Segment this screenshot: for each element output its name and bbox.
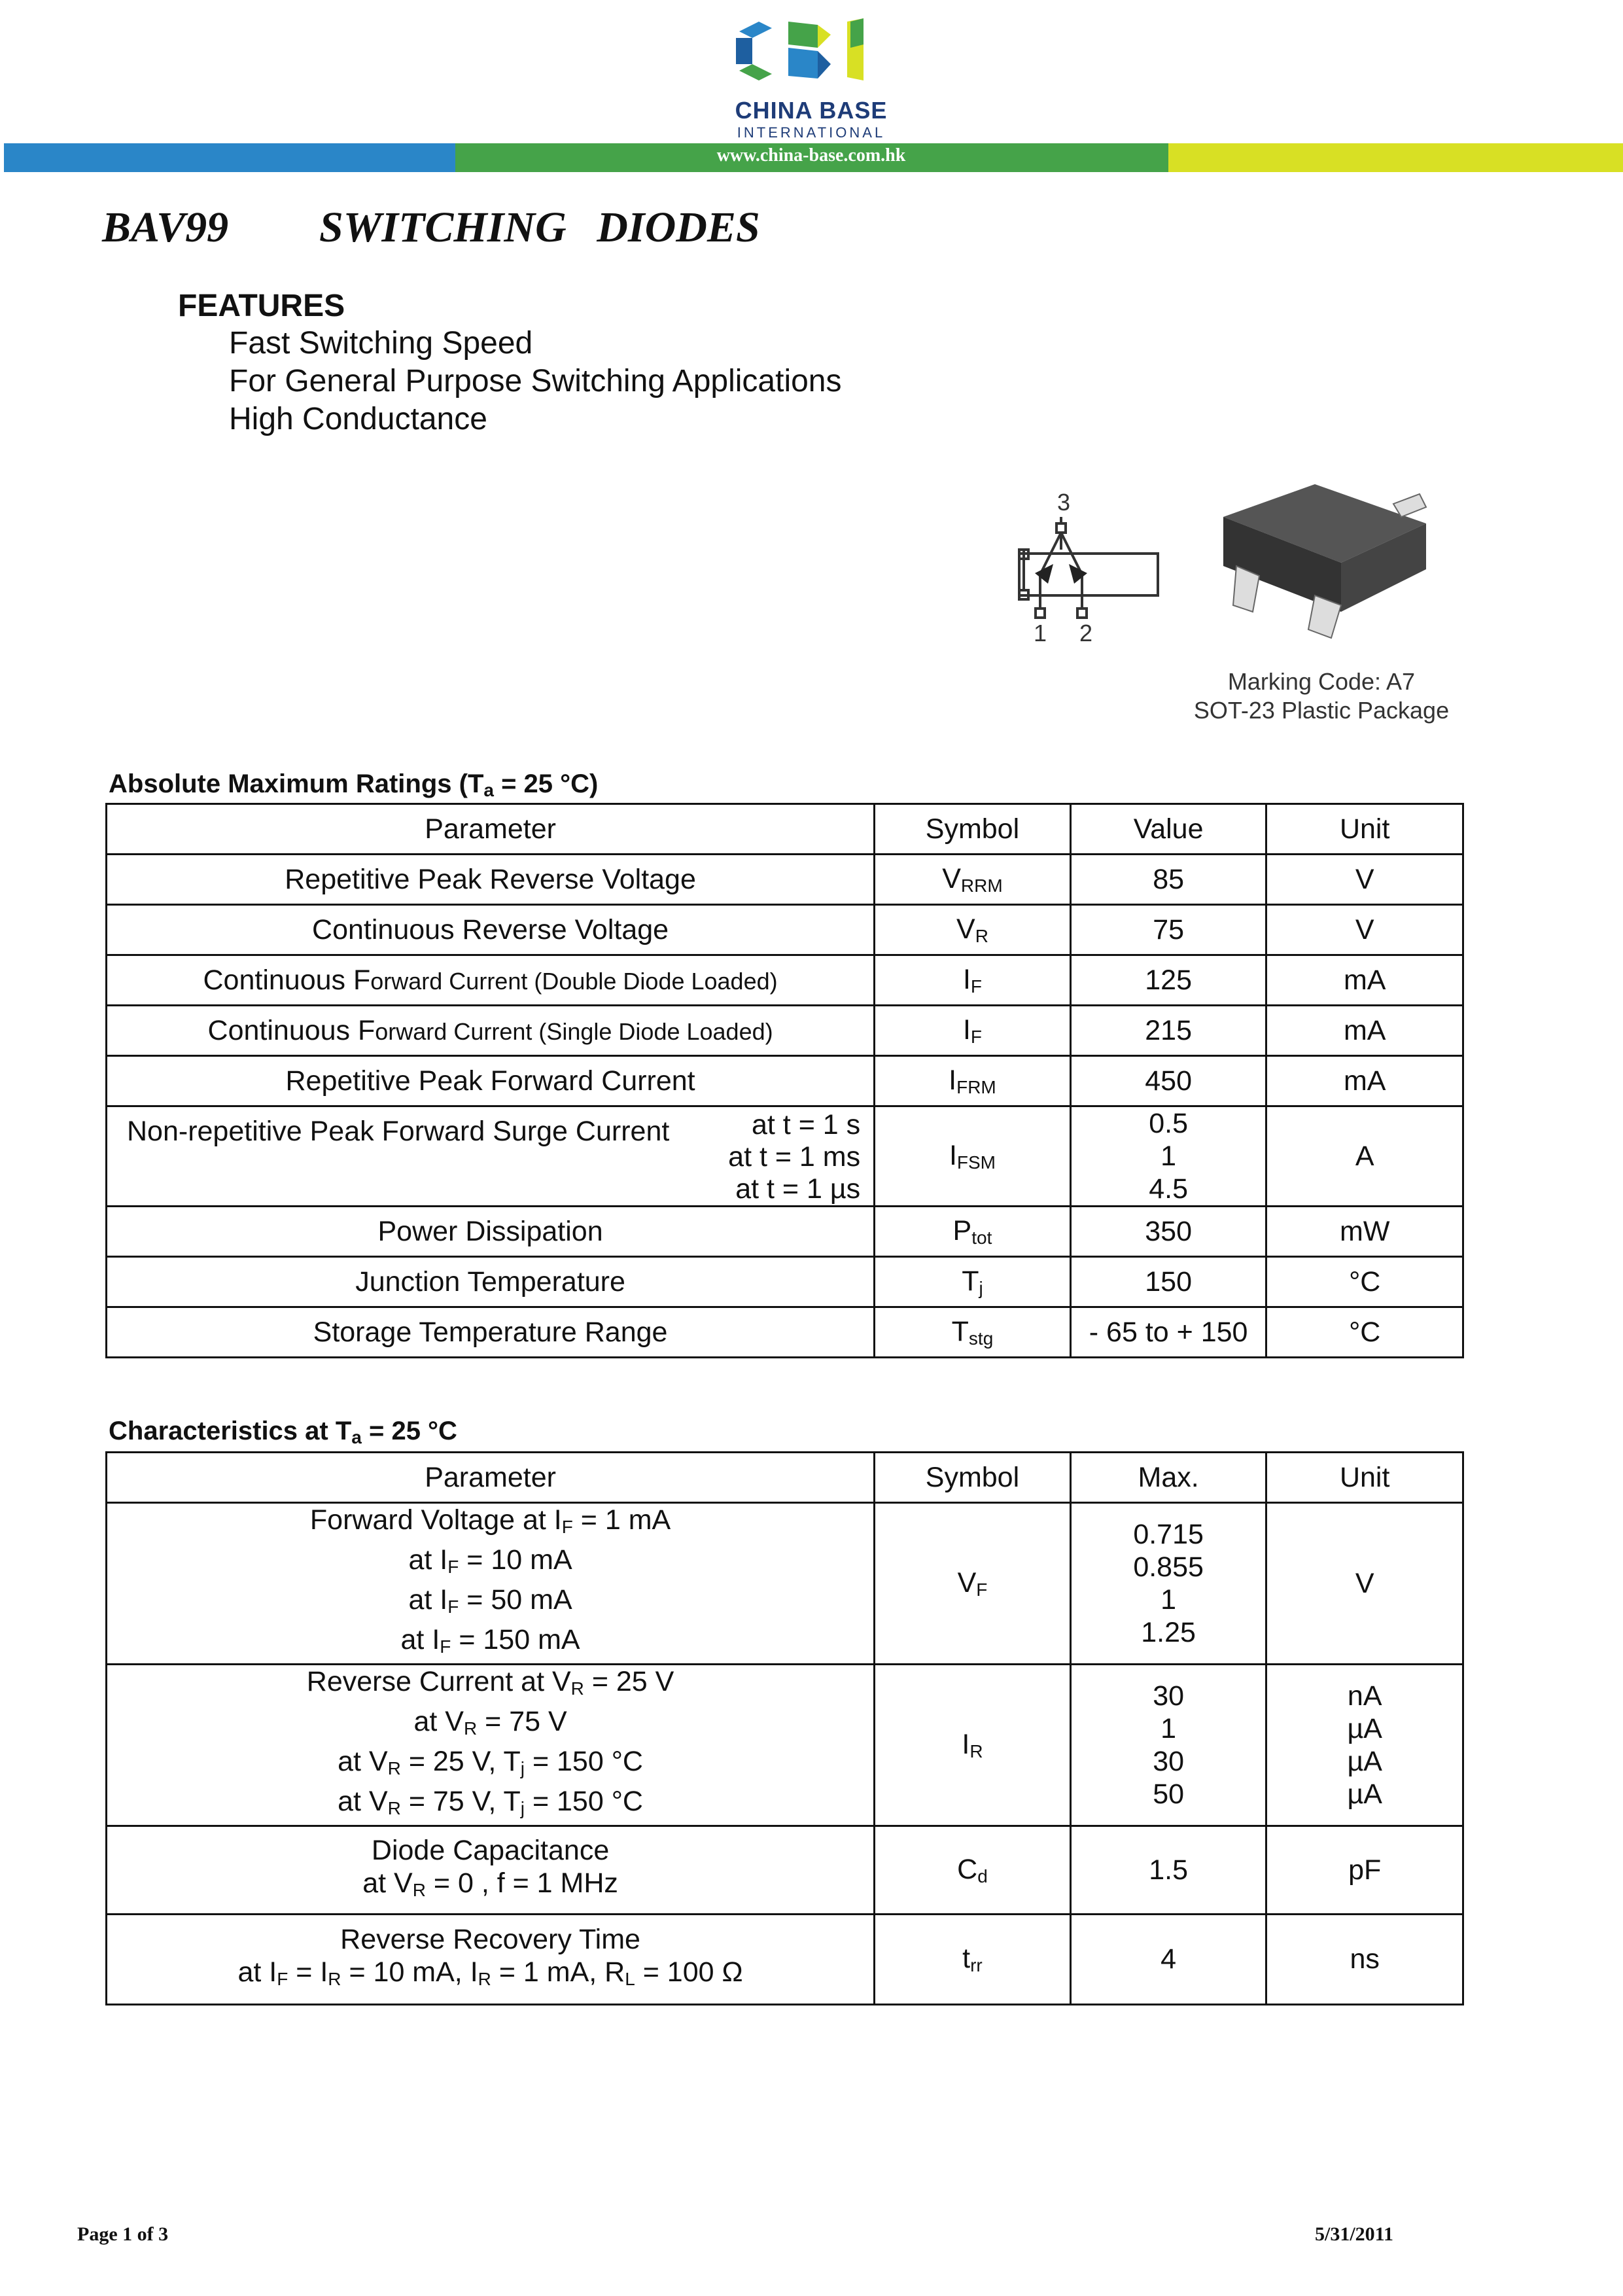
table-row (107, 1257, 1463, 1307)
value-cell: 125 (1070, 955, 1266, 1006)
unit-cell: mA (1266, 1056, 1463, 1106)
features-list (229, 325, 842, 438)
table-row (107, 1503, 1463, 1665)
features-heading: FEATURES (178, 289, 345, 323)
sot23-package-drawing (1223, 484, 1426, 638)
unit-cell: °C (1266, 1307, 1463, 1358)
param-cell: Junction Temperature (107, 1257, 875, 1307)
value-cell: 450 (1070, 1056, 1266, 1106)
param-cell: Storage Temperature Range (107, 1307, 875, 1358)
abs-max-table (105, 803, 1464, 1358)
param-cell: Reverse Recovery Time at $I_F = I_R = 10$ mA, $I_R = 1$ mA, $R_L = 100$ Ω (107, 1915, 875, 2005)
unit-cell: pF (1266, 1826, 1463, 1915)
feature-item: Fast Switching Speed (229, 326, 533, 361)
feature-item: High Conductance (229, 402, 487, 436)
characteristics-table (105, 1451, 1464, 2005)
pin-label-2: 2 (1079, 620, 1093, 646)
value-cell: 4 (1070, 1915, 1266, 2005)
website-url[interactable]: www.china-base.com.hk (716, 145, 906, 166)
symbol-cell: $I_R$ (875, 1665, 1071, 1826)
diode-schematic (1019, 517, 1158, 618)
column-header: Max. (1070, 1453, 1266, 1503)
column-header: Parameter (107, 804, 875, 855)
feature-item: For General Purpose Switching Applications (229, 364, 842, 398)
surge-param-label: Non-repetitive Peak Forward Surge Current (127, 1116, 670, 1147)
param-cell: Continuous Reverse Voltage (107, 905, 875, 955)
table-row (107, 905, 1463, 955)
param-cell: Power Dissipation (107, 1207, 875, 1257)
symbol-cell: $C_d$ (875, 1826, 1071, 1915)
param-cell (107, 1106, 875, 1207)
unit-cell: V (1266, 1503, 1463, 1665)
package-marking (1164, 667, 1478, 725)
table-row (107, 1915, 1463, 2005)
surge-time: at t = 1 ms (728, 1141, 861, 1173)
unit-cell: mA (1266, 955, 1463, 1006)
part-description: SWITCHING DIODES (319, 203, 760, 251)
symbol-cell: $V_R$ (875, 905, 1071, 955)
table-row (107, 1106, 1463, 1207)
table-row (107, 1826, 1463, 1915)
column-header: Unit (1266, 1453, 1463, 1503)
table-row (107, 1006, 1463, 1056)
value-cell: - 65 to + 150 (1070, 1307, 1266, 1358)
package-type: SOT-23 Plastic Package (1193, 697, 1450, 724)
table-row (107, 1307, 1463, 1358)
unit-cell: mA (1266, 1006, 1463, 1056)
column-header: Symbol (875, 1453, 1071, 1503)
table-header-row (107, 1453, 1463, 1503)
table-row (107, 1056, 1463, 1106)
param-cell: Repetitive Peak Forward Current (107, 1056, 875, 1106)
value-cell: 30 1 30 50 (1070, 1665, 1266, 1826)
surge-time: at t = 1 s (752, 1109, 861, 1140)
symbol-cell: $T_{stg}$ (875, 1307, 1071, 1358)
value-cell: 350 (1070, 1207, 1266, 1257)
marking-code: Marking Code: A7 (1227, 668, 1416, 695)
value-cell: 150 (1070, 1257, 1266, 1307)
unit-cell: A (1266, 1106, 1463, 1207)
column-header: Value (1070, 804, 1266, 855)
value-cell: 215 (1070, 1006, 1266, 1056)
symbol-cell: $I_F$ (875, 1006, 1071, 1056)
pin-label-1: 1 (1034, 620, 1047, 646)
param-cell: Continuous Forward Current (Double Diode Loaded) (107, 955, 875, 1006)
part-number: BAV99 (102, 203, 229, 251)
unit-cell: nA µA µA µA (1266, 1665, 1463, 1826)
symbol-cell: $V_F$ (875, 1503, 1071, 1665)
unit-cell: °C (1266, 1257, 1463, 1307)
value-cell: 85 (1070, 855, 1266, 905)
unit-cell: mW (1266, 1207, 1463, 1257)
value-cell: 75 (1070, 905, 1266, 955)
characteristics-caption: Characteristics at $T_a = 25$ °C (109, 1417, 457, 1447)
symbol-cell: $I_{FRM}$ (875, 1056, 1071, 1106)
param-cell: Continuous Forward Current (Single Diode Loaded) (107, 1006, 875, 1056)
symbol-cell: $I_F$ (875, 955, 1071, 1006)
param-cell: Diode Capacitance at $V_R = 0$ , f = 1 MHz (107, 1826, 875, 1915)
table-row (107, 1665, 1463, 1826)
symbol-cell: $I_{FSM}$ (875, 1106, 1071, 1207)
brand-subtitle: INTERNATIONAL (737, 124, 886, 141)
param-cell: Forward Voltage at $I_F = 1$ mA at $I_F = 10$ mA at $I_F = 50$ mA at $I_F = 150$ mA (107, 1503, 875, 1665)
param-cell: Repetitive Peak Reverse Voltage (107, 855, 875, 905)
document-date: 5/31/2011 (1315, 2223, 1394, 2245)
value-cell: 1.5 (1070, 1826, 1266, 1915)
table-row (107, 855, 1463, 905)
column-header: Symbol (875, 804, 1071, 855)
pin-label-3: 3 (1057, 489, 1071, 516)
unit-cell: V (1266, 855, 1463, 905)
brand-name: CHINA BASE (735, 97, 888, 124)
unit-cell: V (1266, 905, 1463, 955)
surge-time: at t = 1 µs (735, 1173, 861, 1205)
symbol-cell: $V_{RRM}$ (875, 855, 1071, 905)
abs-max-caption: Absolute Maximum Ratings ($T_a = 25$ °C) (109, 769, 599, 800)
value-cell: 0.715 0.855 1 1.25 (1070, 1503, 1266, 1665)
column-header: Unit (1266, 804, 1463, 855)
column-header: Parameter (107, 1453, 875, 1503)
page-number: Page 1 of 3 (77, 2223, 169, 2245)
table-row (107, 955, 1463, 1006)
table-header-row (107, 804, 1463, 855)
symbol-cell: $t_{rr}$ (875, 1915, 1071, 2005)
param-cell: Reverse Current at $V_R = 25$ V at $V_R = 75$ V at $V_R = 25$ V, $T_j = 150$ °C at $V_R = 75$ V, $T_j = 150$ °C (107, 1665, 875, 1826)
value-cell: 0.5 1 4.5 (1070, 1106, 1266, 1207)
table-row (107, 1207, 1463, 1257)
symbol-cell: $T_j$ (875, 1257, 1071, 1307)
symbol-cell: $P_{tot}$ (875, 1207, 1071, 1257)
unit-cell: ns (1266, 1915, 1463, 2005)
